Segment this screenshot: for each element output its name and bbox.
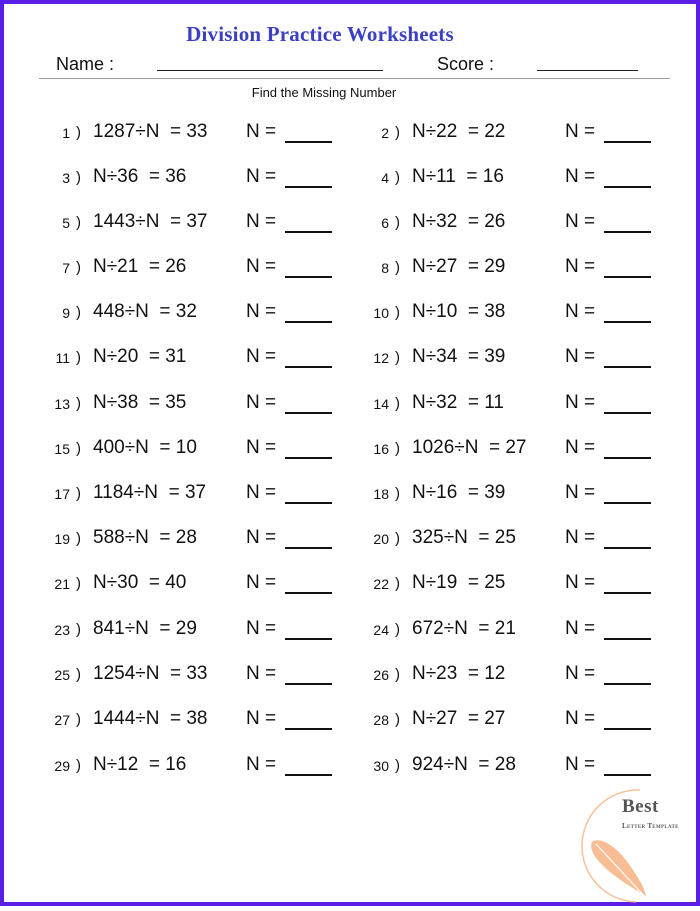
worksheet-title: Division Practice Worksheets: [186, 22, 454, 46]
problem-paren: ): [76, 485, 81, 502]
problem-item: [20, 660, 340, 690]
problem-equation: N÷30 = 40: [93, 572, 187, 593]
problem-item: [20, 118, 340, 148]
problem-item: [339, 569, 659, 599]
problem-paren: ): [76, 530, 81, 547]
problem-paren: ): [395, 169, 400, 186]
answer-label: N =: [565, 572, 596, 593]
problem-item: [20, 479, 340, 509]
logo-subtitle: Letter Template: [622, 822, 679, 830]
problem-equation: N÷22 = 22: [412, 121, 506, 142]
problem-number: 19: [54, 531, 70, 547]
answer-label: N =: [565, 482, 596, 503]
problem-paren: ): [76, 440, 81, 457]
problem-paren: ): [395, 214, 400, 231]
answer-blank[interactable]: [285, 186, 332, 188]
problem-paren: ): [395, 304, 400, 321]
problem-number: 23: [54, 622, 70, 638]
score-label: Score :: [437, 54, 495, 74]
problem-equation: 1443÷N = 37: [93, 211, 208, 232]
problem-number: 11: [55, 350, 70, 366]
answer-label: N =: [246, 301, 277, 322]
problem-equation: 1254÷N = 33: [93, 663, 208, 684]
problem-equation: N÷27 = 29: [412, 256, 506, 277]
problem-item: [339, 660, 659, 690]
answer-label: N =: [565, 301, 596, 322]
logo-title: Best: [622, 796, 659, 817]
answer-blank[interactable]: [285, 683, 332, 685]
brand-logo: [570, 786, 696, 906]
problem-equation: N÷38 = 35: [93, 392, 187, 413]
problem-item: [339, 524, 659, 554]
problem-item: [339, 163, 659, 193]
problem-equation: 588÷N = 28: [93, 527, 197, 548]
problem-paren: ): [395, 395, 400, 412]
problem-item: [20, 615, 340, 645]
problem-equation: 448÷N = 32: [93, 301, 197, 322]
answer-label: N =: [565, 166, 596, 187]
problem-paren: ): [395, 621, 400, 638]
problem-number: 13: [54, 396, 70, 412]
answer-label: N =: [246, 166, 277, 187]
problem-equation: N÷11 = 16: [412, 166, 504, 187]
problem-number: 7: [62, 260, 70, 276]
answer-blank[interactable]: [285, 728, 332, 730]
problem-number: 8: [381, 260, 389, 276]
answer-blank[interactable]: [604, 186, 651, 188]
answer-label: N =: [246, 211, 277, 232]
problem-paren: ): [395, 485, 400, 502]
problem-number: 18: [373, 486, 389, 502]
problem-equation: 841÷N = 29: [93, 618, 197, 639]
problem-number: 1: [62, 125, 70, 141]
problem-item: [339, 705, 659, 735]
answer-blank[interactable]: [604, 592, 651, 594]
answer-label: N =: [246, 618, 277, 639]
answer-blank[interactable]: [285, 457, 332, 459]
instructions: Find the Missing Number: [251, 85, 397, 100]
problem-equation: 400÷N = 10: [93, 437, 197, 458]
problem-number: 6: [381, 215, 389, 231]
answer-blank[interactable]: [285, 592, 332, 594]
answer-blank[interactable]: [604, 141, 651, 143]
answer-blank[interactable]: [285, 141, 332, 143]
answer-label: N =: [246, 754, 277, 775]
problem-paren: ): [395, 711, 400, 728]
answer-label: N =: [565, 708, 596, 729]
problem-number: 10: [373, 305, 389, 321]
answer-blank[interactable]: [285, 547, 332, 549]
problem-equation: N÷19 = 25: [412, 572, 506, 593]
problem-number: 30: [373, 758, 389, 774]
answer-blank[interactable]: [604, 774, 651, 776]
problem-paren: ): [395, 440, 400, 457]
problem-number: 28: [373, 712, 389, 728]
problem-item: [339, 751, 659, 781]
problem-item: [339, 118, 659, 148]
answer-label: N =: [246, 256, 277, 277]
problem-equation: N÷10 = 38: [412, 301, 506, 322]
answer-label: N =: [565, 754, 596, 775]
problem-number: 22: [373, 576, 389, 592]
problem-number: 21: [54, 576, 70, 592]
answer-label: N =: [246, 527, 277, 548]
problem-number: 16: [373, 441, 389, 457]
problem-item: [20, 751, 340, 781]
answer-label: N =: [246, 346, 277, 367]
answer-label: N =: [565, 392, 596, 413]
problem-number: 4: [381, 170, 389, 186]
problem-paren: ): [76, 575, 81, 592]
problem-equation: N÷32 = 26: [412, 211, 506, 232]
answer-label: N =: [246, 392, 277, 413]
problem-paren: ): [76, 259, 81, 276]
answer-blank[interactable]: [604, 412, 651, 414]
problem-equation: N÷21 = 26: [93, 256, 187, 277]
answer-label: N =: [246, 437, 277, 458]
problem-paren: ): [395, 124, 400, 141]
answer-label: N =: [246, 121, 277, 142]
problem-item: [339, 298, 659, 328]
answer-blank[interactable]: [285, 638, 332, 640]
problem-equation: 1444÷N = 38: [93, 708, 208, 729]
problem-item: [339, 253, 659, 283]
problem-paren: ): [76, 666, 81, 683]
problem-equation: N÷34 = 39: [412, 346, 506, 367]
problem-number: 17: [54, 486, 70, 502]
answer-blank[interactable]: [285, 321, 332, 323]
problem-item: [20, 569, 340, 599]
problem-item: [20, 524, 340, 554]
answer-label: N =: [565, 256, 596, 277]
problem-paren: ): [76, 214, 81, 231]
answer-label: N =: [246, 572, 277, 593]
problem-item: [20, 253, 340, 283]
answer-label: N =: [246, 708, 277, 729]
answer-blank[interactable]: [604, 547, 651, 549]
answer-label: N =: [565, 663, 596, 684]
problem-equation: 672÷N = 21: [412, 618, 516, 639]
problem-paren: ): [395, 349, 400, 366]
problem-number: 15: [54, 441, 70, 457]
answer-label: N =: [565, 121, 596, 142]
problem-paren: ): [395, 575, 400, 592]
problem-paren: ): [76, 124, 81, 141]
problem-paren: ): [76, 711, 81, 728]
problem-equation: N÷12 = 16: [93, 754, 187, 775]
problem-number: 26: [373, 667, 389, 683]
header-divider: [39, 78, 670, 79]
problem-paren: ): [395, 259, 400, 276]
score-field[interactable]: [537, 70, 638, 71]
problem-item: [339, 389, 659, 419]
problem-number: 20: [373, 531, 389, 547]
problem-number: 24: [373, 622, 389, 638]
problem-paren: ): [395, 666, 400, 683]
name-field[interactable]: [157, 70, 383, 71]
problem-paren: ): [76, 621, 81, 638]
answer-blank[interactable]: [285, 502, 332, 504]
problem-paren: ): [76, 395, 81, 412]
answer-blank[interactable]: [285, 231, 332, 233]
answer-label: N =: [565, 437, 596, 458]
problem-equation: N÷36 = 36: [93, 166, 187, 187]
answer-label: N =: [246, 663, 277, 684]
problem-paren: ): [395, 757, 400, 774]
answer-blank[interactable]: [604, 231, 651, 233]
problem-number: 29: [54, 758, 70, 774]
answer-blank[interactable]: [604, 502, 651, 504]
answer-blank[interactable]: [285, 774, 332, 776]
problem-item: [20, 705, 340, 735]
problem-equation: 325÷N = 25: [412, 527, 516, 548]
problem-number: 5: [62, 215, 70, 231]
problem-number: 12: [373, 350, 389, 366]
problem-item: [339, 434, 659, 464]
answer-blank[interactable]: [604, 457, 651, 459]
problem-paren: ): [76, 169, 81, 186]
problem-number: 25: [54, 667, 70, 683]
problem-item: [20, 434, 340, 464]
answer-label: N =: [565, 211, 596, 232]
problem-paren: ): [76, 304, 81, 321]
answer-blank[interactable]: [604, 276, 651, 278]
problem-paren: ): [76, 349, 81, 366]
problem-item: [339, 343, 659, 373]
answer-label: N =: [565, 618, 596, 639]
problem-paren: ): [395, 530, 400, 547]
problem-item: [339, 479, 659, 509]
problem-item: [20, 343, 340, 373]
answer-label: N =: [565, 346, 596, 367]
problem-item: [20, 389, 340, 419]
answer-blank[interactable]: [604, 366, 651, 368]
problem-equation: N÷23 = 12: [412, 663, 506, 684]
problem-number: 27: [54, 712, 70, 728]
problem-equation: N÷27 = 27: [412, 708, 506, 729]
answer-blank[interactable]: [604, 321, 651, 323]
problem-item: [20, 208, 340, 238]
problem-equation: N÷16 = 39: [412, 482, 506, 503]
problem-number: 2: [381, 125, 389, 141]
problem-item: [20, 298, 340, 328]
problem-number: 9: [62, 305, 70, 321]
problem-equation: 924÷N = 28: [412, 754, 516, 775]
answer-label: N =: [246, 482, 277, 503]
answer-blank[interactable]: [285, 276, 332, 278]
problem-equation: 1026÷N = 27: [412, 437, 527, 458]
problem-item: [339, 615, 659, 645]
answer-blank[interactable]: [604, 683, 651, 685]
problem-number: 14: [373, 396, 389, 412]
problem-paren: ): [76, 757, 81, 774]
problem-equation: 1287÷N = 33: [93, 121, 208, 142]
answer-blank[interactable]: [604, 638, 651, 640]
problem-number: 3: [62, 170, 70, 186]
answer-blank[interactable]: [285, 366, 332, 368]
problem-item: [339, 208, 659, 238]
answer-blank[interactable]: [604, 728, 651, 730]
problem-equation: N÷32 = 11: [412, 392, 504, 413]
problem-equation: N÷20 = 31: [93, 346, 187, 367]
problem-item: [20, 163, 340, 193]
problem-equation: 1184÷N = 37: [93, 482, 207, 503]
answer-blank[interactable]: [285, 412, 332, 414]
answer-label: N =: [565, 527, 596, 548]
name-label: Name :: [56, 54, 115, 74]
